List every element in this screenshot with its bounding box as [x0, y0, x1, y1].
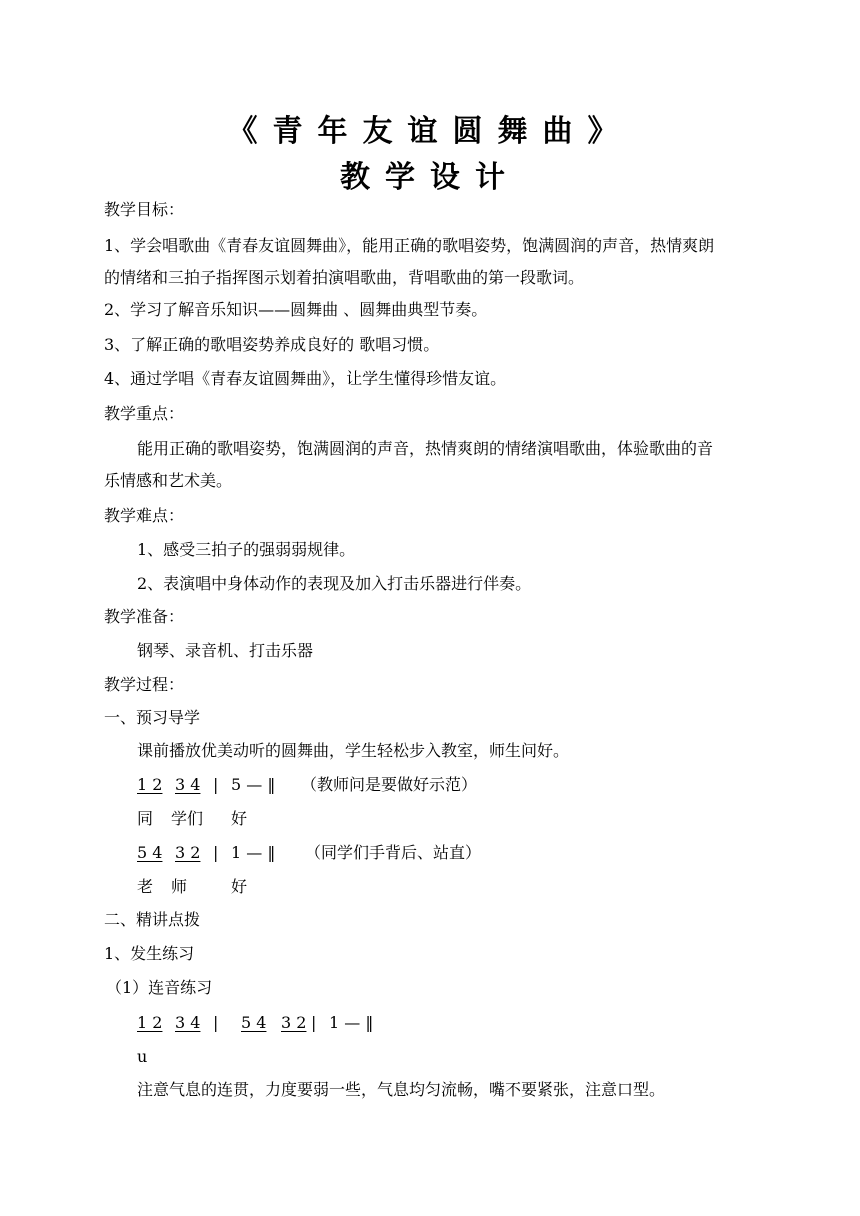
lyrics-2-c: 好	[231, 877, 248, 896]
difficulty-item-1: 1、感受三拍子的强弱弱规律。	[137, 540, 356, 559]
difficulty-item-2: 2、表演唱中身体动作的表现及加入打击乐器进行伴奏。	[137, 574, 532, 593]
notation-2-beat-b: 3 2	[175, 843, 201, 862]
goals-heading: 教学目标：	[104, 200, 185, 219]
notation-line-1	[137, 775, 477, 795]
notation-3-barline-1: |	[213, 1013, 219, 1032]
goal-item-1-line-1: 1、学会唱歌曲《青春友谊圆舞曲》，能用正确的歌唱姿势，饱满圆润的声音，热情爽朗	[104, 236, 715, 255]
key-points-heading: 教学重点：	[104, 404, 185, 423]
document-subtitle: 教学设计	[340, 160, 520, 195]
notation-3-beat-a: 1 2	[137, 1013, 163, 1032]
lyrics-1-b: 学们	[171, 809, 204, 828]
notation-1-note: （教师问是要做好示范）	[301, 775, 478, 794]
subsection-1-heading: 1、发生练习	[104, 944, 195, 963]
preparation-text: 钢琴、录音机、打击乐器	[137, 641, 314, 660]
notation-3-beat-b: 3 4	[175, 1013, 201, 1032]
lyrics-2-a: 老	[137, 877, 154, 896]
section-1-heading: 一、预习导学	[104, 708, 201, 727]
preparation-heading: 教学准备：	[104, 607, 185, 626]
notation-2-barline: |	[213, 843, 219, 862]
lyrics-line-2	[137, 877, 247, 897]
practice-tip: 注意气息的连贯，力度要弱一些，气息均匀流畅，嘴不要紧张，注意口型。	[137, 1080, 666, 1099]
goal-item-4: 4、通过学唱《青春友谊圆舞曲》，让学生懂得珍惜友谊。	[104, 369, 507, 388]
notation-3-beat-e: 1 — ‖	[329, 1013, 374, 1032]
difficulties-heading: 教学难点：	[104, 506, 185, 525]
subsection-1-1-heading: （1）连音练习	[106, 978, 213, 997]
lyrics-1-c: 好	[231, 809, 248, 828]
notation-2-note: （同学们手背后、站直）	[305, 843, 482, 862]
section-2-heading: 二、精讲点拨	[104, 910, 201, 929]
process-heading: 教学过程：	[104, 675, 185, 694]
lyrics-1-a: 同	[137, 809, 154, 828]
notation-2-beat-c: 1 — ‖	[231, 843, 276, 862]
key-points-text-line-2: 乐情感和艺术美。	[104, 471, 233, 490]
notation-1-barline: |	[213, 775, 219, 794]
lyrics-2-b: 师	[171, 877, 188, 896]
notation-line-2	[137, 843, 481, 863]
key-points-text-line-1: 能用正确的歌唱姿势，饱满圆润的声音，热情爽朗的情绪演唱歌曲，体验歌曲的音	[137, 439, 714, 458]
notation-1-beat-b: 3 4	[175, 775, 201, 794]
notation-3-beat-c: 5 4	[241, 1013, 267, 1032]
notation-1-beat-c: 5 — ‖	[231, 775, 276, 794]
process-intro: 课前播放优美动听的圆舞曲，学生轻松步入教室，师生问好。	[137, 741, 570, 760]
goal-item-2: 2、学习了解音乐知识——圆舞曲 、圆舞曲典型节奏。	[104, 300, 488, 319]
lyrics-line-1	[137, 809, 247, 829]
notation-3-barline-2: |	[311, 1013, 317, 1032]
goal-item-3: 3、了解正确的歌唱姿势养成良好的 歌唱习惯。	[104, 335, 440, 354]
goal-item-1-line-2: 的情绪和三拍子指挥图示划着拍演唱歌曲，背唱歌曲的第一段歌词。	[104, 268, 585, 287]
vowel-label: u	[137, 1047, 148, 1066]
notation-line-3	[137, 1013, 373, 1033]
document-title: 《青年友谊圆舞曲》	[227, 114, 633, 149]
notation-3-beat-d: 3 2	[281, 1013, 307, 1032]
notation-1-beat-a: 1 2	[137, 775, 163, 794]
notation-2-beat-a: 5 4	[137, 843, 163, 862]
